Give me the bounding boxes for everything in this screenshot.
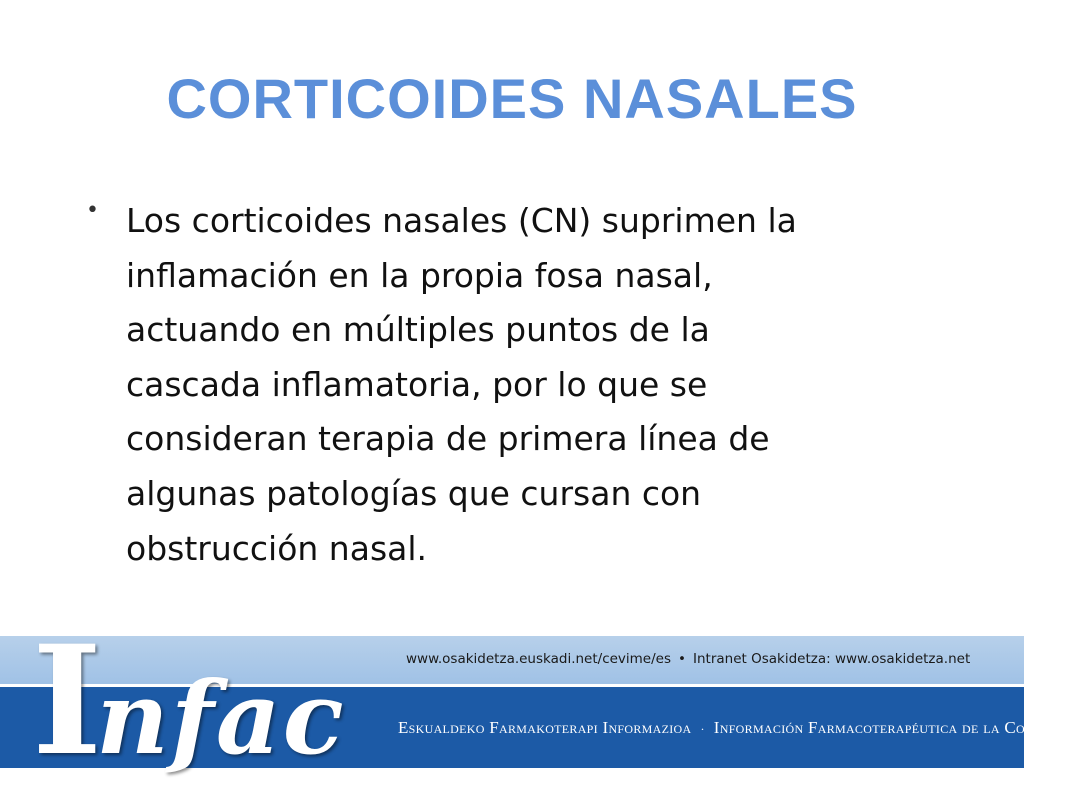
footer-banner	[0, 613, 1070, 789]
bullet-text: Los corticoides nasales (CN) suprimen la inflamación en la propia fosa nasal, actuando en múltiples puntos de la cascada inflamatoria, por lo que se consideran terapia de primera línea de algunas patologías que cursan con obstrucción nasal.	[126, 201, 797, 568]
infac-logo	[32, 613, 346, 789]
infac-logo-initial: I	[32, 613, 97, 789]
footer-tagline-basque: Eskualdeko Farmakoterapi Informazioa	[398, 718, 692, 737]
footer-link-cevime[interactable]: www.osakidetza.euskadi.net/cevime/es	[406, 651, 672, 667]
footer-links	[406, 651, 970, 667]
bullet-marker: •	[86, 198, 99, 223]
footer-tagline-spanish: Información Farmacoterapéutica de la Comarca	[713, 718, 1070, 737]
footer-tagline	[398, 718, 1070, 738]
footer-link-intranet[interactable]: Intranet Osakidetza: www.osakidetza.net	[692, 651, 971, 667]
footer-link-separator: •	[678, 651, 686, 667]
footer-tagline-separator: ·	[700, 722, 705, 736]
bullet-list	[80, 194, 940, 576]
bullet-item	[80, 194, 940, 576]
infac-logo-rest: nfac	[96, 659, 346, 777]
slide-title: CORTICOIDES NASALES	[166, 66, 858, 130]
